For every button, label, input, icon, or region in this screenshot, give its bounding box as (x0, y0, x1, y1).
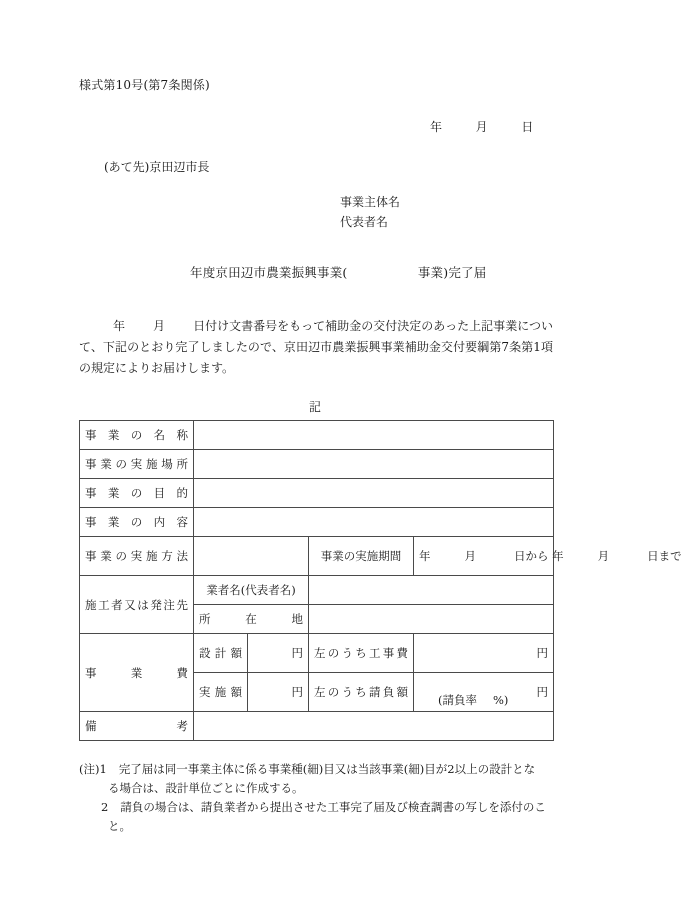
body-month-label: 月 (153, 319, 166, 333)
date-year-label: 年 (430, 120, 443, 134)
label-actual-of-which-contract: 左のうち請負額 (309, 673, 414, 712)
value-project-method[interactable] (194, 537, 309, 576)
value-project-name[interactable] (194, 421, 554, 450)
ki-heading: 記 (308, 400, 321, 414)
label-project-purpose: 事業の目的 (80, 479, 194, 508)
document-title-prefix: 年度京田辺市農業振興事業( (190, 265, 348, 280)
label-contractor: 施工者又は発注先 (80, 576, 194, 634)
note-item-2 (79, 798, 557, 817)
table-row-purpose (80, 479, 554, 508)
value-design-of-which-construction[interactable] (414, 634, 554, 673)
value-contractor-address[interactable] (309, 605, 554, 634)
design-amount-unit: 円 (291, 646, 303, 660)
contract-rate-suffix: %) (493, 693, 509, 707)
period-to-day: 日まで (647, 549, 682, 563)
date-month-label: 月 (475, 120, 488, 134)
body-text-rest: 日付け文書番号をもって補助金の交付決定のあった上記事業について、下記のとおり完了しましたので、京田辺市農業振興事業補助金交付要綱第7条第1項の規定によりお届けします。 (79, 319, 553, 375)
label-design-of-which-construction: 左のうち工事費 (309, 634, 414, 673)
note-1-line1: 完了届は同一事業主体に係る事業種(細)目又は当該事業(細)目が2以上の設計とな (118, 762, 536, 776)
table-row-contractor-company (80, 576, 554, 605)
applicant-entity-label: 事業主体名 (340, 195, 401, 209)
value-remarks[interactable] (194, 712, 554, 741)
value-project-contents[interactable] (194, 508, 554, 537)
contract-rate (438, 692, 508, 708)
applicant-block (340, 192, 400, 232)
note-1-number: 1 (99, 762, 107, 776)
form-number: 様式第10号(第7条関係) (79, 78, 210, 92)
label-design-amount: 設計額 (194, 634, 248, 673)
completion-report-table (79, 420, 682, 741)
note-2-number: 2 (101, 800, 109, 814)
period-from-month: 月 (464, 549, 476, 563)
value-project-purpose[interactable] (194, 479, 554, 508)
period-to-month: 月 (597, 549, 610, 563)
value-design-amount[interactable] (248, 634, 309, 673)
label-project-place: 事業の実施場所 (80, 450, 194, 479)
addressee: (あて先)京田辺市長 (104, 160, 210, 174)
period-to-line (552, 548, 682, 564)
note-item-1-continued: る場合は、設計単位ごとに作成する。 (108, 781, 304, 795)
table-row-place (80, 450, 554, 479)
label-project-period: 事業の実施期間 (309, 537, 414, 576)
period-to-year: 年 (552, 549, 564, 563)
period-from-line (419, 548, 549, 564)
table-row-name (80, 421, 554, 450)
table-row-cost-design (80, 634, 554, 673)
note-2-line1: 請負の場合は、請負業者から提出させた工事完了届及び検査調書の写しを添付のこ (120, 800, 546, 814)
label-actual-amount: 実施額 (194, 673, 248, 712)
note-item-1 (79, 760, 557, 779)
label-remarks: 備考 (80, 712, 194, 741)
label-project-method: 事業の実施方法 (80, 537, 194, 576)
value-contractor-company[interactable] (309, 576, 554, 605)
label-project-contents: 事業の内容 (80, 508, 194, 537)
period-from-year: 年 (419, 549, 431, 563)
label-contractor-company: 業者名(代表者名) (194, 576, 309, 605)
actual-amount-unit: 円 (291, 685, 303, 699)
document-title (190, 263, 486, 281)
value-project-period[interactable] (414, 537, 682, 576)
period-from-day: 日から (514, 549, 549, 563)
body-year-label: 年 (113, 319, 126, 333)
value-project-place[interactable] (194, 450, 554, 479)
note-item-2-continued: と。 (108, 819, 131, 833)
actual-of-which-unit: 円 (536, 685, 548, 699)
date-line (430, 118, 533, 135)
table-row-remarks (80, 712, 554, 741)
applicant-representative-label: 代表者名 (340, 215, 389, 229)
notes-prefix: (注) (79, 762, 100, 776)
design-of-which-unit: 円 (536, 646, 548, 660)
table-row-contents (80, 508, 554, 537)
value-actual-of-which-contract[interactable] (414, 673, 554, 712)
body-paragraph (79, 316, 553, 379)
label-cost: 事業費 (80, 634, 194, 712)
document-title-suffix: 事業)完了届 (417, 265, 487, 280)
value-actual-amount[interactable] (248, 673, 309, 712)
contract-rate-prefix: (請負率 (438, 693, 477, 707)
date-day-label: 日 (521, 120, 534, 134)
label-project-name: 事業の名称 (80, 421, 194, 450)
label-contractor-address: 所在地 (194, 605, 309, 634)
table-row-method (80, 537, 554, 576)
notes-block (79, 760, 557, 836)
